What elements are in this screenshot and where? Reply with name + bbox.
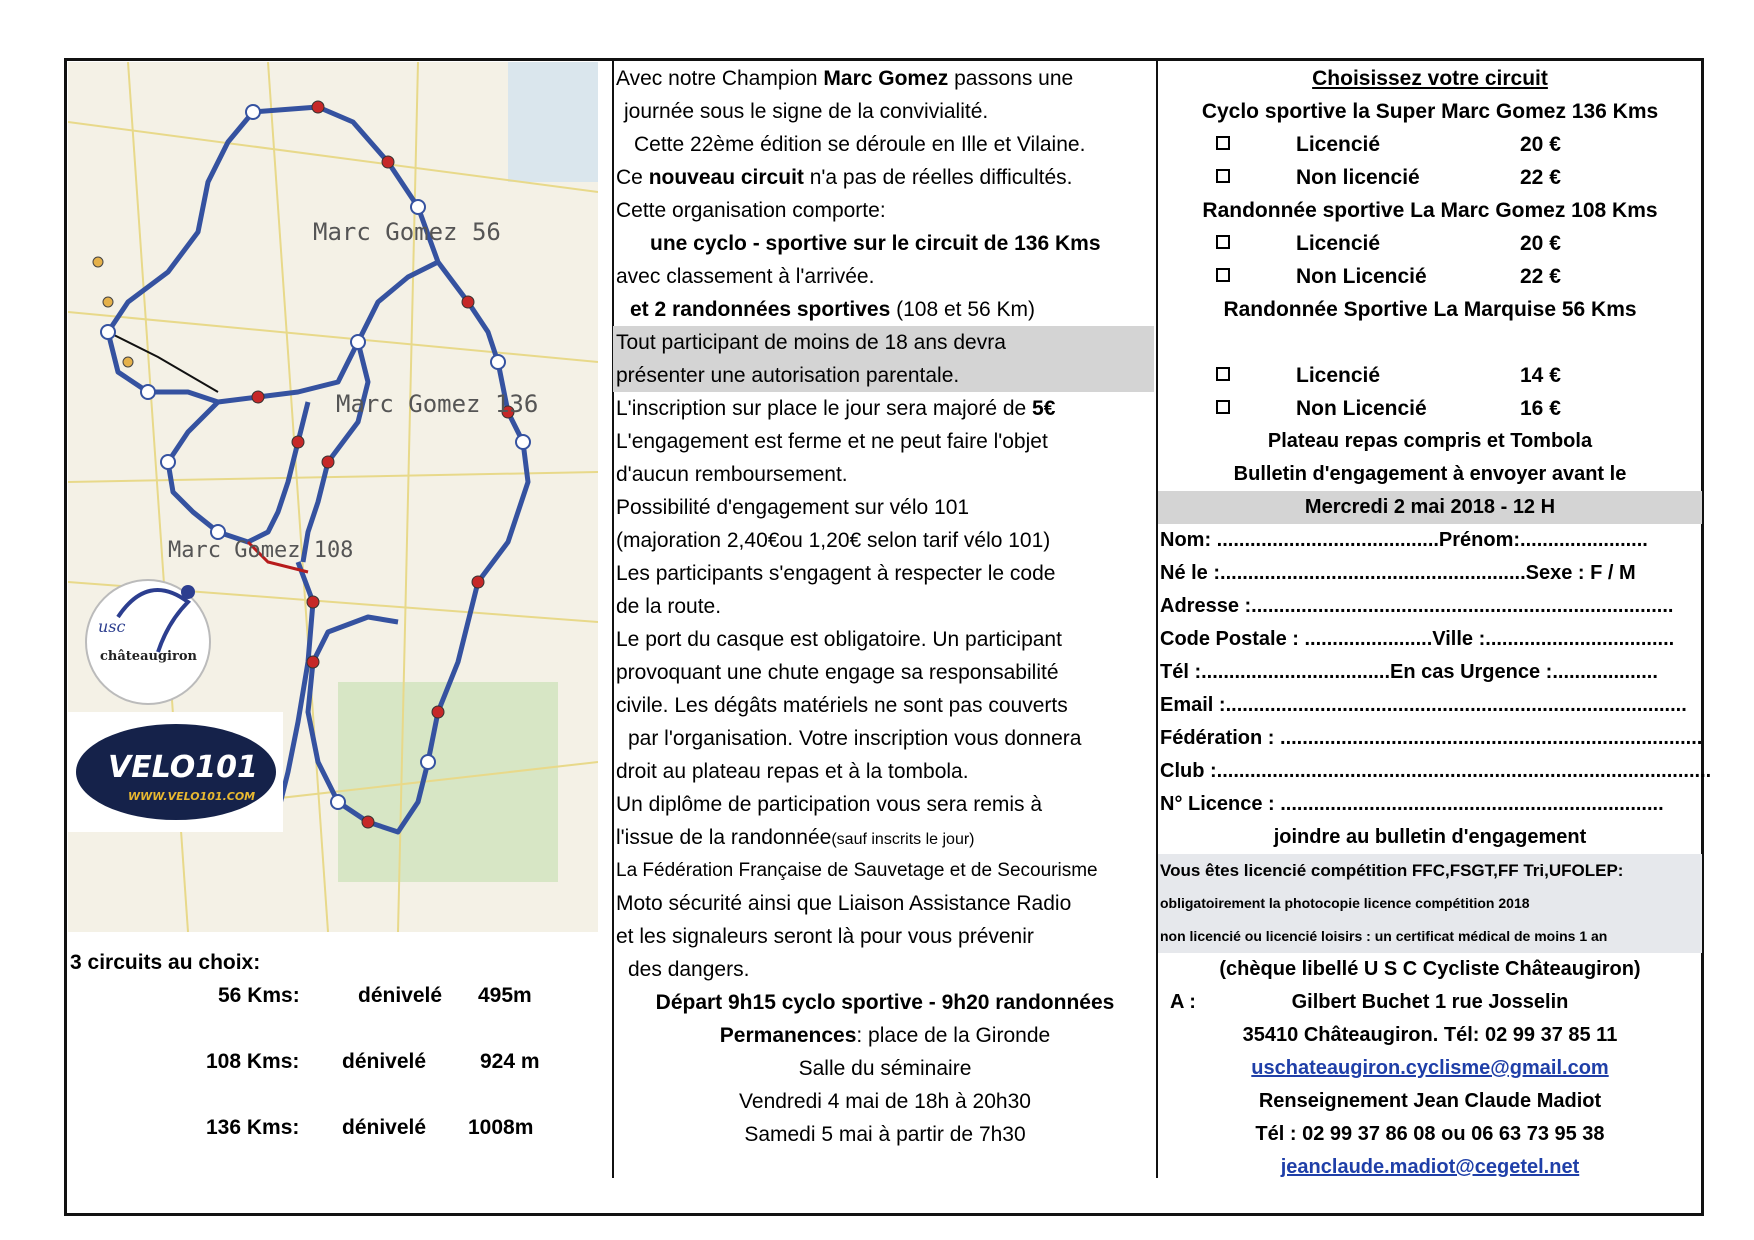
contact-email-link[interactable]: jeanclaude.madiot@cegetel.net: [1280, 1156, 1580, 1178]
new-circuit: nouveau circuit: [648, 166, 804, 189]
svg-text:VELO101: VELO101: [108, 750, 258, 785]
map-label-136: Marc Gomez 136: [336, 390, 539, 418]
circuit-56-value: 495m: [478, 984, 532, 1007]
safety-line-4: des dangers.: [628, 958, 750, 981]
helmet-line-5: droit au plateau repas et à la tombola.: [616, 760, 969, 783]
usc-logo: [86, 580, 210, 704]
cheque-line: (chèque libellé U S C Cycliste Châteaugiron): [1219, 958, 1641, 980]
price-56-licencie: 14 €: [1520, 364, 1561, 387]
diploma-line-1: Un diplôme de participation vous sera remis à: [616, 793, 1043, 816]
start-times: Départ 9h15 cyclo sportive - 9h20 randonnées: [655, 991, 1115, 1014]
edition-line: Cette 22ème édition se déroule en Ille et Vilaine.: [634, 133, 1086, 156]
minors-line-1: Tout participant de moins de 18 ans devra: [616, 331, 1006, 354]
randonnees-distances: (108 et 56 Km): [890, 298, 1035, 321]
map-label-108: Marc Gomez 108: [168, 538, 354, 563]
circuit-text: Ce: [616, 166, 649, 189]
classement-line: avec classement à l'arrivée.: [616, 265, 875, 288]
field-nom-prenom[interactable]: Nom: ........................................Prénom:.......................: [1160, 529, 1648, 551]
option-56-non-licencie: Non Licencié: [1296, 397, 1427, 420]
option-108-non-licencie: Non Licencié: [1296, 265, 1427, 288]
price-108-non-licencie: 22 €: [1520, 265, 1561, 288]
option-108-licencie: Licencié: [1296, 232, 1381, 255]
helmet-line-4: par l'organisation. Votre inscription vous donnera: [628, 727, 1082, 750]
field-federation[interactable]: Fédération : ............................................................................: [1160, 727, 1703, 749]
circuit-56-distance: 56 Kms:: [218, 984, 300, 1007]
diploma-line-2: l'issue de la randonnée: [616, 826, 832, 849]
svg-text:WWW.VELO101.COM: WWW.VELO101.COM: [128, 790, 256, 803]
circuit-136-title: Cyclo sportive la Super Marc Gomez 136 Kms: [1201, 100, 1659, 123]
circuit-136-distance: 136 Kms:: [206, 1116, 300, 1139]
minors-line-2: présenter une autorisation parentale.: [616, 364, 960, 387]
champion-name: Marc Gomez: [823, 67, 949, 90]
randonnees-line: et 2 randonnées sportives: [630, 298, 891, 321]
engagement-line-2: d'aucun remboursement.: [616, 463, 848, 486]
svg-text:châteaugiron: châteaugiron: [100, 649, 197, 664]
map-label-56: Marc Gomez 56: [313, 218, 501, 246]
price-108-licencie: 20 €: [1520, 232, 1561, 255]
helmet-line-3: civile. Les dégâts matériels ne sont pas couverts: [616, 694, 1068, 717]
code-route-line-1: Les participants s'engagent à respecter le code: [616, 562, 1056, 585]
code-route-line-2: de la route.: [616, 595, 722, 618]
price-136-non-licencie: 22 €: [1520, 166, 1561, 189]
column-divider-left: [612, 58, 614, 1178]
checkbox-136-licencie[interactable]: [1216, 136, 1230, 150]
permanences-place: : place de la Gironde: [856, 1024, 1051, 1047]
field-email[interactable]: Email :...................................................................................: [1160, 694, 1687, 716]
helmet-line-1: Le port du casque est obligatoire. Un participant: [616, 628, 1062, 651]
permanences-label: Permanences: [719, 1024, 857, 1047]
permanences-friday: Vendredi 4 mai de 18h à 20h30: [739, 1090, 1031, 1113]
safety-line-1: La Fédération Française de Sauvetage et de Secourisme: [616, 860, 1098, 881]
circuit-56-label: dénivelé: [358, 984, 443, 1007]
field-naissance-sexe[interactable]: Né le :.......................................................Sexe : F / M: [1160, 562, 1636, 584]
contact-phone: Tél : 02 99 37 86 08 ou 06 63 73 95 38: [1255, 1123, 1605, 1145]
circuit-108-value: 924 m: [480, 1050, 540, 1073]
circuit-136-label: dénivelé: [342, 1116, 427, 1139]
minors-notice-box: [613, 326, 1154, 392]
route-map: [68, 62, 598, 932]
field-adresse[interactable]: Adresse :............................................................................: [1160, 595, 1674, 617]
deadline-date: Mercredi 2 mai 2018 - 12 H: [1304, 496, 1556, 518]
checkbox-56-non-licencie[interactable]: [1216, 400, 1230, 414]
competition-line-3: non licencié ou licencié loisirs : un certificat médical de moins 1 an: [1160, 928, 1608, 944]
competition-line-2: obligatoirement la photocopie licence compétition 2018: [1160, 895, 1530, 911]
competition-notice-box: [1158, 854, 1702, 953]
safety-line-3: et les signaleurs seront là pour vous prévenir: [616, 925, 1034, 948]
circuits-title: 3 circuits au choix:: [70, 951, 261, 974]
address-a-label: A :: [1170, 991, 1196, 1013]
address-line-2: 35410 Châteaugiron. Tél: 02 99 37 85 11: [1242, 1024, 1618, 1046]
safety-line-2: Moto sécurité ainsi que Liaison Assistance Radio: [616, 892, 1072, 915]
intro-text-end: passons une: [948, 67, 1074, 90]
intro-line-2: journée sous le signe de la convivialité.: [624, 100, 989, 123]
plateau-repas: Plateau repas compris et Tombola: [1267, 430, 1593, 452]
address-line-1: Gilbert Buchet 1 rue Josselin: [1291, 991, 1569, 1013]
organisation-line: Cette organisation comporte:: [616, 199, 886, 222]
price-136-licencie: 20 €: [1520, 133, 1561, 156]
renseignement-line: Renseignement Jean Claude Madiot: [1258, 1090, 1602, 1112]
circuit-108-label: dénivelé: [342, 1050, 427, 1073]
option-136-non-licencie: Non licencié: [1296, 166, 1420, 189]
diploma-note: (sauf inscrits le jour): [831, 831, 975, 848]
competition-line-1: Vous êtes licencié compétition FFC,FSGT,FF Tri,UFOLEP:: [1160, 861, 1624, 880]
velo101-line-2: (majoration 2,40€ou 1,20€ selon tarif vélo 101): [616, 529, 1051, 552]
field-licence[interactable]: N° Licence : .....................................................................: [1160, 793, 1664, 815]
deadline-box: [1158, 491, 1702, 524]
field-telephone-urgence[interactable]: Tél :..................................En cas Urgence :...................: [1160, 661, 1658, 683]
permanences-saturday: Samedi 5 mai à partir de 7h30: [744, 1123, 1026, 1146]
circuit-108-distance: 108 Kms:: [206, 1050, 300, 1073]
option-136-licencie: Licencié: [1296, 133, 1381, 156]
svg-text:usc: usc: [98, 617, 126, 636]
late-fee-amount: 5€: [1032, 397, 1056, 420]
circuit-text-end: n'a pas de réelles difficultés.: [803, 166, 1073, 189]
circuit-108-title: Randonnée sportive La Marc Gomez 108 Kms: [1202, 199, 1658, 222]
checkbox-108-non-licencie[interactable]: [1216, 268, 1230, 282]
joindre-text: joindre au bulletin d'engagement: [1273, 826, 1587, 848]
cyclo-sportive-line: une cyclo - sportive sur le circuit de 136 Kms: [650, 232, 1101, 255]
checkbox-136-non-licencie[interactable]: [1216, 169, 1230, 183]
late-fee-text: L'inscription sur place le jour sera majoré de: [616, 397, 1033, 420]
helmet-line-2: provoquant une chute engage sa responsabilité: [616, 661, 1059, 684]
velo101-line-1: Possibilité d'engagement sur vélo 101: [616, 496, 970, 519]
engagement-line-1: L'engagement est ferme et ne peut faire l'objet: [616, 430, 1048, 453]
column-divider-right: [1156, 58, 1158, 1178]
price-56-non-licencie: 16 €: [1520, 397, 1561, 420]
circuit-136-value: 1008m: [468, 1116, 534, 1139]
checkbox-108-licencie[interactable]: [1216, 235, 1230, 249]
checkbox-56-licencie[interactable]: [1216, 367, 1230, 381]
circuit-56-title: Randonnée Sportive La Marquise 56 Kms: [1223, 298, 1637, 321]
intro-text: Avec notre Champion: [616, 67, 824, 90]
field-code-postal-ville[interactable]: Code Postale : .......................Ville :..................................: [1160, 628, 1675, 650]
option-56-licencie: Licencié: [1296, 364, 1381, 387]
bulletin-deadline-text: Bulletin d'engagement à envoyer avant le: [1233, 463, 1627, 485]
club-email-link[interactable]: uschateaugiron.cyclisme@gmail.com: [1251, 1057, 1609, 1079]
field-club[interactable]: Club :.........................................................................................: [1160, 760, 1712, 782]
choose-circuit-title: Choisissez votre circuit: [1312, 67, 1548, 90]
permanences-room: Salle du séminaire: [798, 1057, 972, 1080]
